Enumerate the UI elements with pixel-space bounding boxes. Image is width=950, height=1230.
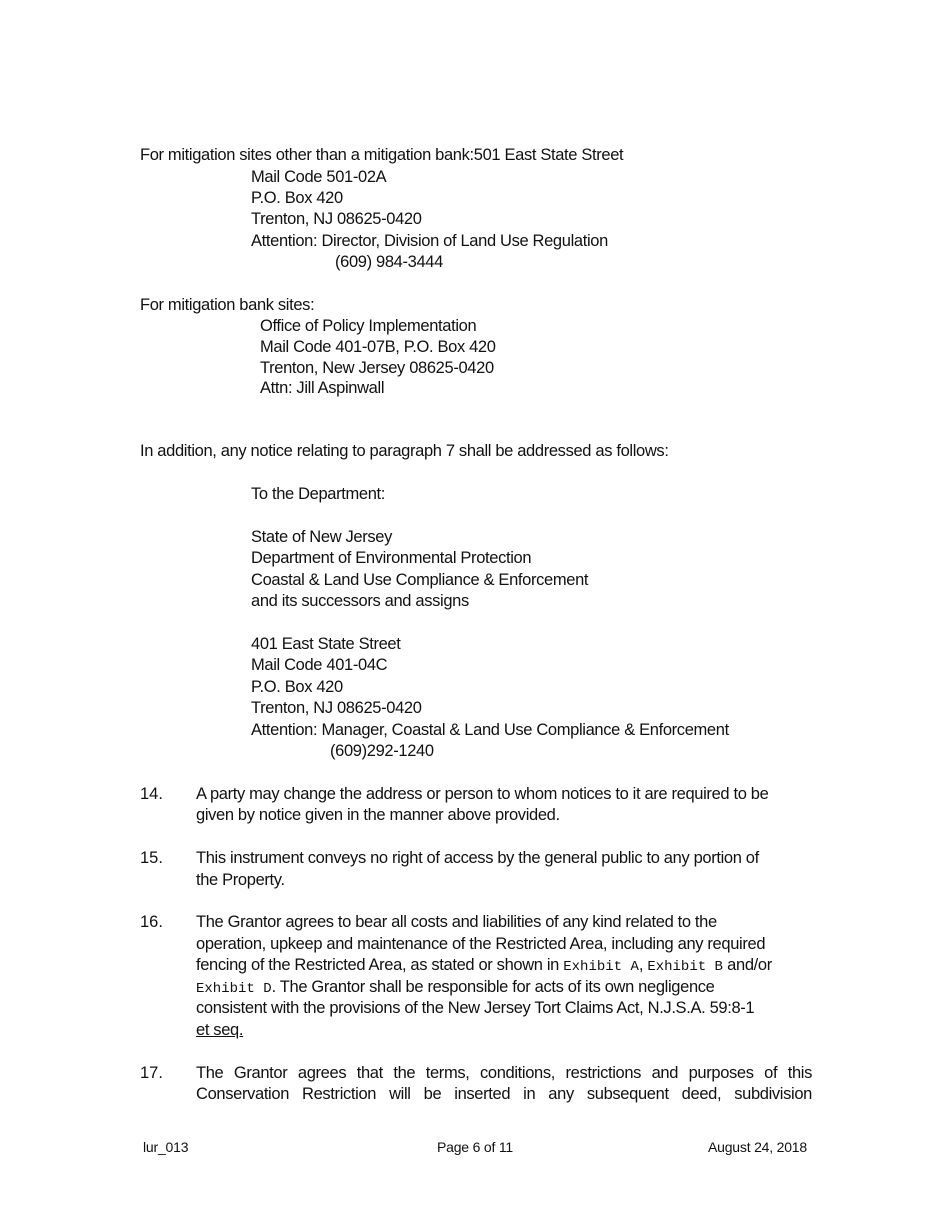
footer-doc-id: lur_013 [143,1139,189,1155]
bank-office: Office of Policy Implementation [260,317,477,335]
clause-16-line-1: The Grantor agrees to bear all costs and liabilities of any kind related to the [196,913,717,931]
exhibit-separator: , [638,956,648,974]
recipient-successors: and its successors and assigns [251,592,469,610]
p7-address-mail-code: Mail Code 401-04C [251,656,388,674]
recipient-state: State of New Jersey [251,528,392,546]
clause-14-line-1: A party may change the address or person to whom notices to it are required to be [196,785,769,803]
address-po-box: P.O. Box 420 [251,189,343,207]
clause-16-line-4-text: . The Grantor shall be responsible for acts of its own negligence [271,978,715,996]
bank-attn: Attn: Jill Aspinwall [260,379,385,397]
clause-17-line-1: The Grantor agrees that the terms, conditions, restrictions and purposes of this [196,1064,812,1082]
footer-page-number: Page 6 of 11 [437,1139,513,1155]
bank-city: Trenton, New Jersey 08625-0420 [260,359,494,377]
clause-16-line-4 [196,977,715,1001]
address-street: 501 East State Street [473,146,624,164]
recipient-department: Department of Environmental Protection [251,549,532,567]
clause-16-line-3 [196,955,772,979]
clause-14-line-2: given by notice given in the manner above provided. [196,806,560,824]
clause-15-line-2: the Property. [196,871,285,889]
recipient-division: Coastal & Land Use Compliance & Enforcement [251,571,589,589]
and-or-text: and/or [722,956,772,974]
footer-date: August 24, 2018 [708,1139,807,1155]
clause-16-number: 16. [140,913,163,931]
p7-address-attention: Attention: Manager, Coastal & Land Use Compliance & Enforcement [251,721,729,739]
clause-16-line-5: consistent with the provisions of the New Jersey Tort Claims Act, N.J.S.A. 59:8-1 [196,999,755,1017]
clause-15-number: 15. [140,849,163,867]
p7-address-po-box: P.O. Box 420 [251,678,343,696]
clause-17-line-2: Conservation Restriction will be inserted in any subsequent deed, subdivision [196,1085,812,1103]
mitigation-bank-label: For mitigation bank sites: [140,296,315,314]
to-department-label: To the Department: [251,485,386,503]
bank-mail-code: Mail Code 401-07B, P.O. Box 420 [260,338,496,356]
clause-17-number: 17. [140,1064,163,1082]
p7-address-city: Trenton, NJ 08625-0420 [251,699,422,717]
clause-15-line-1: This instrument conveys no right of access by the general public to any portion of [196,849,759,867]
exhibit-b-ref: Exhibit B [647,959,723,975]
paragraph7-intro: In addition, any notice relating to paragraph 7 shall be addressed as follows: [140,442,669,460]
clause-16-line-2: operation, upkeep and maintenance of the Restricted Area, including any required [196,935,766,953]
address-attention: Attention: Director, Division of Land Use Regulation [251,232,608,250]
exhibit-d-ref: Exhibit D [196,981,272,997]
mitigation-other-sites-line [140,145,623,167]
p7-address-phone: (609)292-1240 [330,742,434,760]
address-city: Trenton, NJ 08625-0420 [251,210,422,228]
mitigation-other-sites-label: For mitigation sites other than a mitigation bank: [140,146,474,164]
address-mail-code: Mail Code 501-02A [251,168,387,186]
address-phone: (609) 984-3444 [335,253,443,271]
clause-16-et-seq: et seq. [196,1021,244,1039]
clause-14-number: 14. [140,785,163,803]
exhibit-a-ref: Exhibit A [563,959,639,975]
p7-address-street: 401 East State Street [251,635,401,653]
clause-16-line-3-text: fencing of the Restricted Area, as stated or shown in [196,956,564,974]
